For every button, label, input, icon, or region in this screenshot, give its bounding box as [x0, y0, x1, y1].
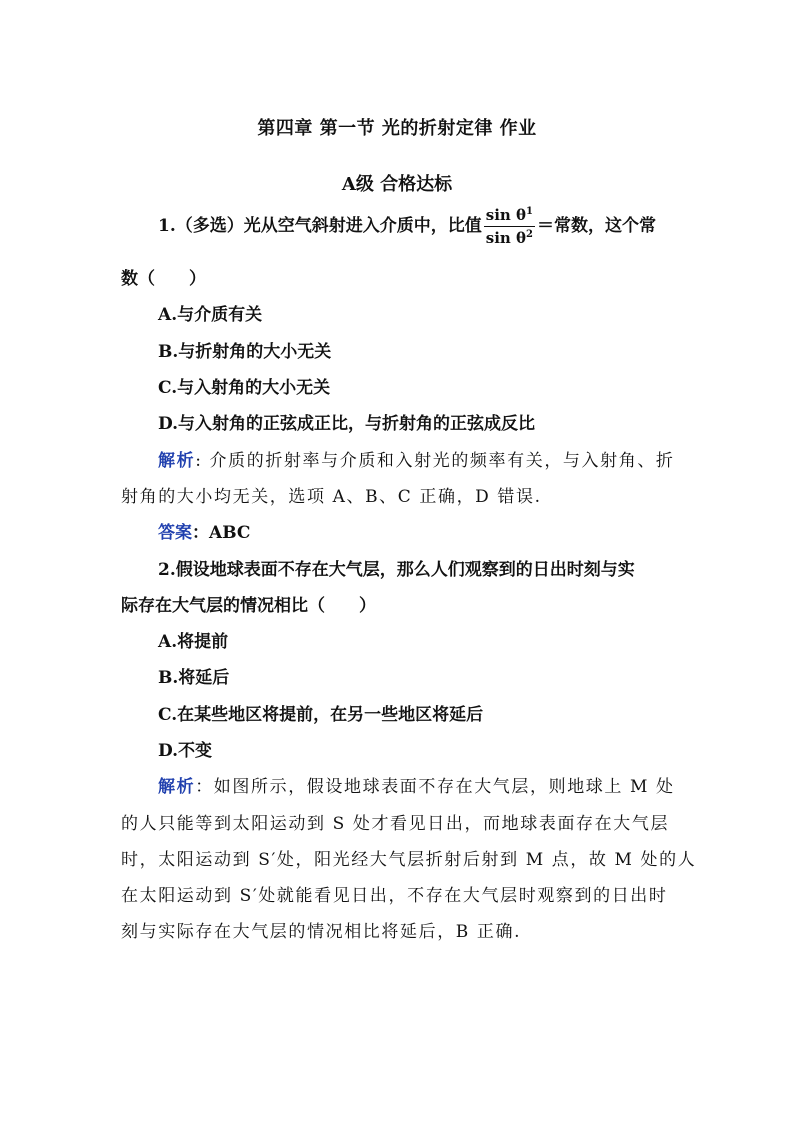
q2-analysis-text-1: ：如图所示，假设地球表面不存在大气层，则地球上 M 处	[195, 777, 675, 797]
q1-answer-line	[158, 518, 250, 543]
q1-analysis-line-1	[158, 446, 675, 471]
section-level-heading: A级 合格达标	[341, 174, 453, 195]
denominator-superscript: 2	[526, 229, 533, 240]
numerator-superscript: 1	[526, 206, 533, 217]
q2-analysis-line-2: 的人只能等到太阳运动到 S 处才看见日出，而地球表面存在大气层	[121, 814, 670, 834]
q2-analysis-line-1	[158, 772, 675, 797]
fraction-numerator	[484, 206, 535, 227]
q1-analysis-text-1: : 介质的折射率与介质和入射光的频率有关，与入射角、折	[195, 451, 675, 471]
q2-option-c: C.在某些地区将提前，在另一些地区将延后	[158, 705, 484, 725]
q1-option-d: D.与入射角的正弦成正比，与折射角的正弦成反比	[158, 414, 536, 434]
numerator-text: sin θ	[485, 206, 527, 224]
fraction-denominator	[484, 227, 535, 247]
denominator-text: sin θ	[485, 229, 527, 247]
page-title: 第四章 第一节 光的折射定律 作业	[257, 118, 537, 139]
q2-analysis-label: 解析	[158, 777, 196, 797]
q2-analysis-line-3: 时，太阳运动到 S′处，阳光经大气层折射后射到 M 点，故 M 处的人	[121, 850, 697, 870]
sine-ratio-fraction	[484, 206, 535, 247]
q2-option-a: A.将提前	[158, 632, 229, 652]
q2-analysis-line-5: 刻与实际存在大气层的情况相比将延后，B 正确.	[121, 922, 522, 942]
q1-option-c: C.与入射角的大小无关	[158, 378, 331, 398]
question-1-continuation: 数（ ）	[121, 269, 206, 289]
q1-option-a: A.与介质有关	[158, 305, 263, 325]
q2-option-b: B.将延后	[158, 668, 230, 688]
q1-option-b: B.与折射角的大小无关	[158, 342, 332, 362]
q2-analysis-line-4: 在太阳运动到 S′处就能看见日出，不存在大气层时观察到的日出时	[121, 886, 668, 906]
q1-analysis-line-2: 射角的大小均无关，选项 A、B、C 正确，D 错误.	[121, 487, 542, 507]
question-1-suffix: ＝常数，这个常	[537, 216, 656, 236]
q1-answer-label: 答案	[158, 523, 192, 543]
q2-option-d: D.不变	[158, 741, 213, 761]
q1-analysis-label: 解析	[158, 451, 196, 471]
q1-answer-value: ：ABC	[192, 523, 251, 543]
question-1-prefix: 1.（多选）光从空气斜射进入介质中，比值	[158, 216, 482, 236]
question-1-stem	[158, 206, 656, 247]
question-2-stem-line-1: 2.假设地球表面不存在大气层，那么人们观察到的日出时刻与实	[158, 560, 635, 580]
question-2-stem-line-2: 际存在大气层的情况相比（ ）	[121, 596, 376, 616]
